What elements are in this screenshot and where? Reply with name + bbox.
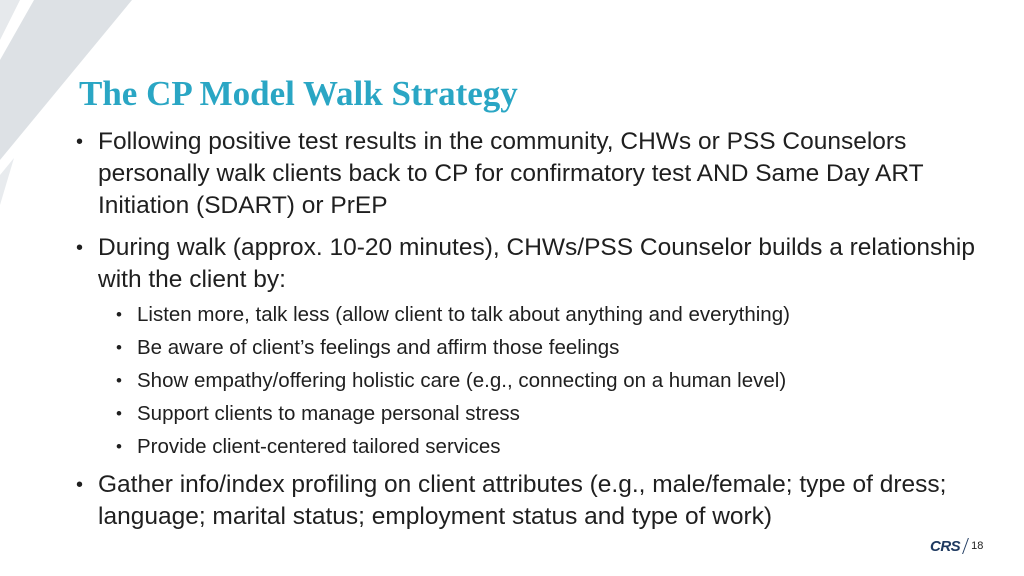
page-number: 18	[971, 540, 984, 552]
sub-bullet-text: Listen more, talk less (allow client to talk about anything and everything)	[137, 303, 790, 326]
bullet-text: During walk (approx. 10-20 minutes), CHWs/PSS Counselor builds a relationship with the client by:	[98, 234, 975, 293]
sub-bullet-item	[116, 331, 996, 364]
sub-bullet-icon: •	[116, 305, 122, 324]
bullet-item	[76, 126, 996, 222]
sub-bullet-text: Be aware of client’s feelings and affirm those feelings	[137, 336, 620, 359]
slide-title: The CP Model Walk Strategy	[79, 74, 518, 113]
bullet-icon: •	[76, 237, 84, 259]
sub-bullet-item	[116, 364, 996, 397]
bullet-icon: •	[76, 131, 84, 153]
bullet-icon: •	[76, 474, 84, 496]
sub-bullet-item	[116, 397, 996, 430]
sub-bullet-list	[98, 298, 996, 463]
sub-bullet-icon: •	[116, 371, 122, 390]
sub-bullet-item	[116, 298, 996, 331]
footer	[930, 536, 983, 556]
sub-bullet-item	[116, 430, 996, 463]
sub-bullet-text: Show empathy/offering holistic care (e.g., connecting on a human level)	[137, 369, 787, 392]
sub-bullet-text: Provide client-centered tailored services	[137, 435, 501, 458]
sub-bullet-icon: •	[116, 404, 122, 423]
slide-body	[76, 126, 996, 543]
bullet-list	[76, 126, 996, 533]
sub-bullet-icon: •	[116, 437, 122, 456]
footer-divider	[962, 538, 969, 554]
crs-logo-icon: CRS	[930, 537, 961, 555]
sub-bullet-icon: •	[116, 338, 122, 357]
sub-bullet-text: Support clients to manage personal stress	[137, 402, 520, 425]
bullet-item	[76, 469, 996, 533]
bullet-item	[76, 232, 996, 463]
bullet-text: Following positive test results in the community, CHWs or PSS Counselors personally walk clients back to CP for confirmatory test AND Same Day ART Initiation (SDART) or PrEP	[98, 128, 924, 219]
bullet-text: Gather info/index profiling on client attributes (e.g., male/female; type of dress; language; marital status; employment status and type of work)	[98, 471, 947, 530]
